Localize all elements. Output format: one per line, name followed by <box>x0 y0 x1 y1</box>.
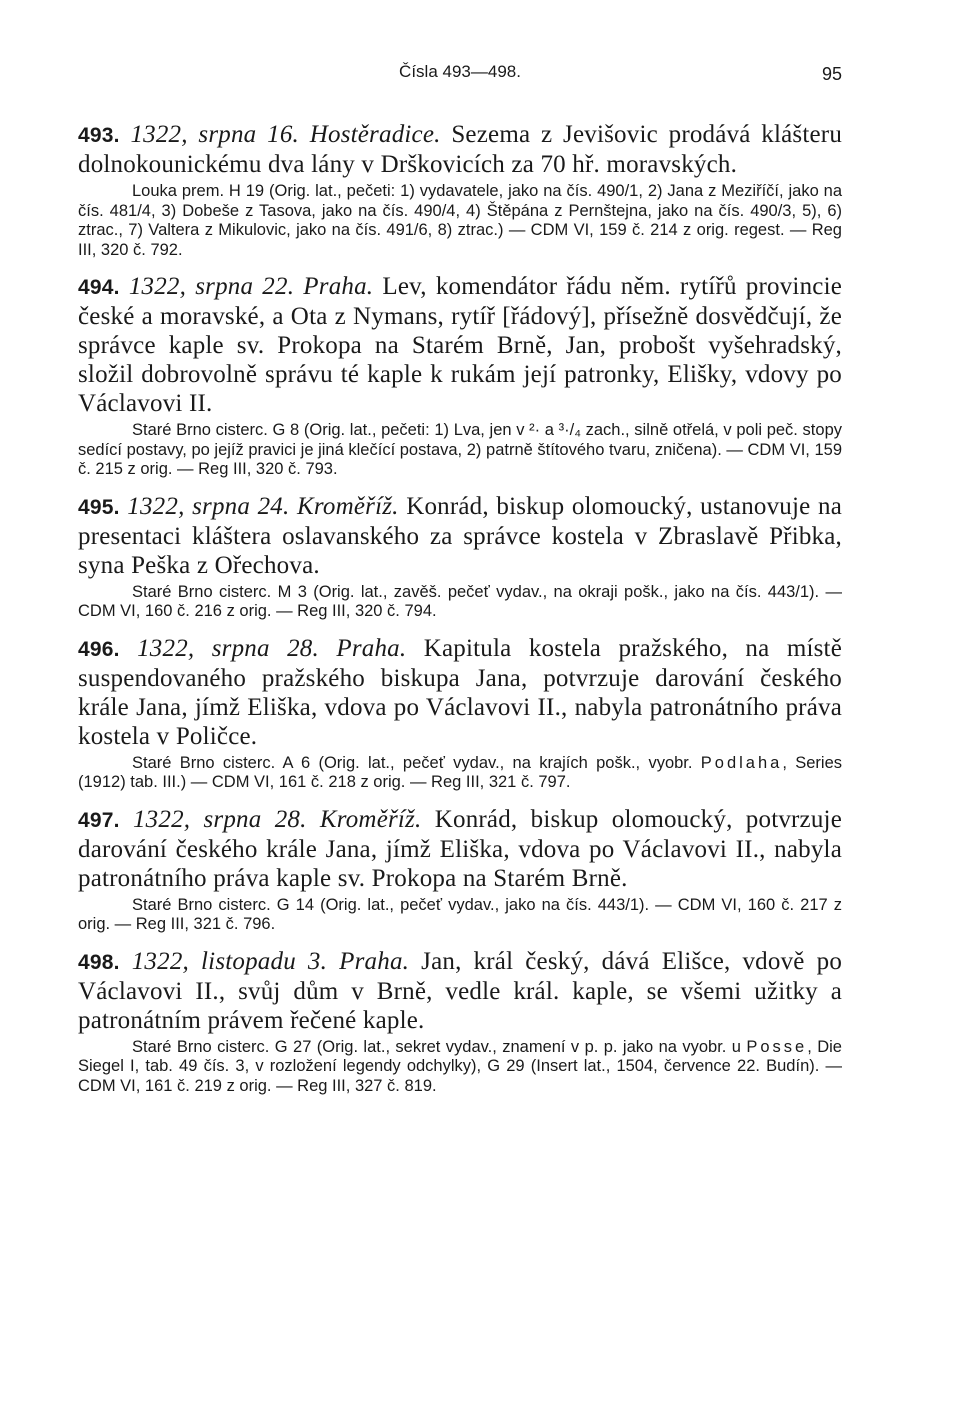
entry-summary: Jan, král český, dává Elišce, vdově po Václavovi II., svůj dům v Brně, vedle král. kaple, se všemi užitky a patronátním právem řečené kaple. <box>78 947 843 1034</box>
page-header <box>78 62 842 88</box>
entry-number: 498. <box>78 950 120 974</box>
entry-text <box>78 272 842 418</box>
entry-text <box>78 492 842 580</box>
entry-note <box>78 754 842 793</box>
entry-place: Praha. <box>336 634 407 662</box>
entry-498 <box>78 947 842 1097</box>
note-part: Staré Brno cisterc. A 6 (Orig. lat., pečeť vydav., na krajích pošk., vyobr. <box>132 753 701 772</box>
entry-date: 1322, srpna 24. <box>127 492 290 520</box>
entry-number: 496. <box>78 637 120 661</box>
entry-date: 1322, srpna 22. <box>128 273 295 300</box>
entry-date: 1322, srpna 28. <box>137 634 319 662</box>
entry-place: Praha. <box>303 273 374 300</box>
entry-summary: Lev, komendátor řádu něm. rytířů provincie české a moravské, a Ota z Nymans, rytíř [řádový], přísežně dosvědčují, že správce kaple sv. Prokopa na Starém Brně, Jan, probošt vyšehradský, složil dobrovolně správu té kaple k rukám její patronky, Elišky, vdovy po Václavovi II. <box>78 273 843 417</box>
entry-number: 495. <box>78 495 120 519</box>
entry-text <box>78 805 842 893</box>
entry-date: 1322, srpna 16. <box>130 121 299 148</box>
entry-494 <box>78 272 842 480</box>
entry-summary: Konrád, biskup olomoucký, potvrzuje darování českého krále Jana, jímž Eliška, vdova po Václavovi II., nabyla patronátního práva kaple sv. Prokopa na Starém Brně. <box>78 805 842 892</box>
entry-note: Louka prem. H 19 (Orig. lat., pečeti: 1) vydavatele, jako na čís. 490/1, 2) Jana z Meziříčí, jako na čís. 481/4, 3) Dobeše z Tasova, jako na čís. 490/4, 4) Štěpána z Pernštejna, jako na čís. 490/3, 5), 6) ztrac., 7) Valtera z Mikulovic, jako na čís. 491/6, 8) ztrac.) — CDM VI, 159 č. 214 z orig. regest. — Reg III, 320 č. 792. <box>78 182 842 259</box>
entry-496 <box>78 634 842 793</box>
note-part: , Die Siegel I, tab. 49 čís. 3, v rozložení legendy odchylky), G 29 (Insert lat., 1504, července 22. Budín). — CDM VI, 161 č. 219 z orig. — Reg III, 327 č. 819. <box>78 1037 842 1095</box>
entry-text <box>78 947 842 1035</box>
entry-date: 1322, listopadu 3. <box>131 947 328 975</box>
entry-summary: Konrád, biskup olomoucký, ustanovuje na presentaci kláštera oslavanského za správce kostela v Zbraslavě Přibka, syna Peška z Ořechova. <box>78 492 843 579</box>
entry-place: Hostěradice. <box>309 121 441 148</box>
page-number: 95 <box>821 64 842 84</box>
entry-note <box>78 1038 842 1097</box>
note-part: Staré Brno cisterc. G 27 (Orig. lat., sekret vydav., znamení v p. p. jako na vyobr. u <box>132 1037 747 1056</box>
entry-note: Staré Brno cisterc. G 8 (Orig. lat., pečeti: 1) Lva, jen v ²· a ³·/₄ zach., silně otřelá, v poli peč. stopy sedící postavy, po jejíž pravici je jiná klečící postava, 2) patrně štítového tvaru, zničena). — CDM VI, 159 č. 215 z orig. — Reg III, 320 č. 793. <box>78 421 842 478</box>
entry-date: 1322, srpna 28. <box>132 805 307 833</box>
entry-place: Kroměříž. <box>297 492 399 520</box>
entry-493 <box>78 120 842 260</box>
entry-text <box>78 120 842 179</box>
entry-number: 493. <box>78 124 120 147</box>
entry-number: 494. <box>78 276 120 299</box>
running-title: Čísla 493—498. <box>399 62 521 81</box>
entries <box>78 120 842 1108</box>
entry-place: Praha. <box>339 947 410 975</box>
note-part: , Series (1912) tab. III.) — CDM VI, 161 č. 218 z orig. — Reg III, 321 č. 797. <box>78 753 843 791</box>
entry-text <box>78 634 842 751</box>
entry-note: Staré Brno cisterc. G 14 (Orig. lat., pečeť vydav., jako na čís. 443/1). — CDM VI, 160 č. 217 z orig. — Reg III, 321 č. 796. <box>78 895 842 933</box>
entry-summary: Sezema z Jevišovic prodává klášteru dolnokounickému dva lány v Drškovicích za 70 hř. moravských. <box>78 121 843 178</box>
author-name: Podlaha <box>700 753 783 772</box>
entry-summary: Kapitula kostela pražského, na místě suspendovaného pražského biskupa Jana, potvrzuje darování českého krále Jana, jímž Eliška, vdova po Václavovi II., nabyla patronátního práva kostela v Poličce. <box>78 634 842 750</box>
entry-note: Staré Brno cisterc. M 3 (Orig. lat., zavěš. pečeť vydav., na okraji pošk., jako na čís. 443/1). — CDM VI, 160 č. 216 z orig. — Reg III, 320 č. 794. <box>78 582 842 620</box>
entry-place: Kroměříž. <box>319 805 422 833</box>
entry-495 <box>78 492 842 622</box>
author-name: Posse <box>746 1037 808 1056</box>
entry-497 <box>78 805 842 935</box>
entry-number: 497. <box>78 808 120 832</box>
